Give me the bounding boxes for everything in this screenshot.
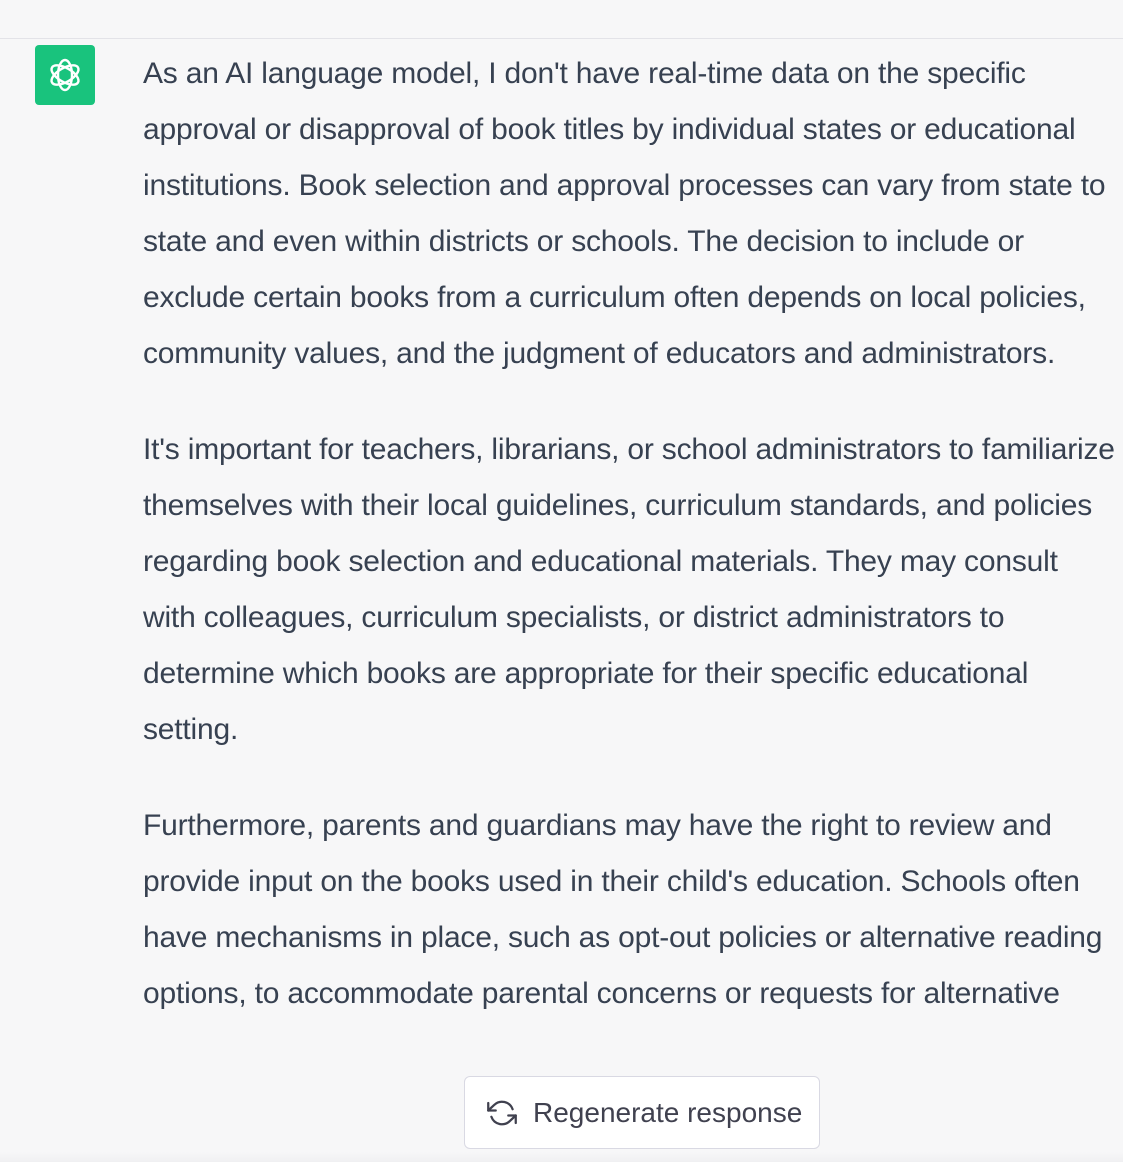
assistant-avatar	[35, 45, 95, 105]
regenerate-response-button[interactable]	[464, 1076, 820, 1149]
message-paragraph-1: As an AI language model, I don't have real-time data on the specific approval or disapproval of book titles by individual states or educational institutions. Book selection and approval processes can vary from state to state and even within districts or schools. The decision to include or exclude certain books from a curriculum often depends on local policies, community values, and the judgment of educators and administrators.	[143, 57, 1106, 370]
regenerate-label: Regenerate response	[533, 1096, 803, 1128]
openai-logo-icon	[43, 53, 87, 97]
refresh-icon	[487, 1098, 517, 1128]
bottom-fade	[0, 1152, 1123, 1162]
message-divider	[0, 38, 1123, 39]
message-paragraph-3: Furthermore, parents and guardians may have the right to review and provide input on the books used in their child's education. Schools often have mechanisms in place, such as opt-out policies or alternative reading options, to accommodate parental concerns or requests for alternative	[143, 809, 1103, 1010]
message-paragraph-2: It's important for teachers, librarians, or school administrators to familiarize themselves with their local guidelines, curriculum standards, and policies regarding book selection and educational materials. They may consult with colleagues, curriculum specialists, or district administrators to determine which books are appropriate for their specific educational setting.	[143, 433, 1115, 746]
assistant-message	[143, 46, 1118, 1062]
